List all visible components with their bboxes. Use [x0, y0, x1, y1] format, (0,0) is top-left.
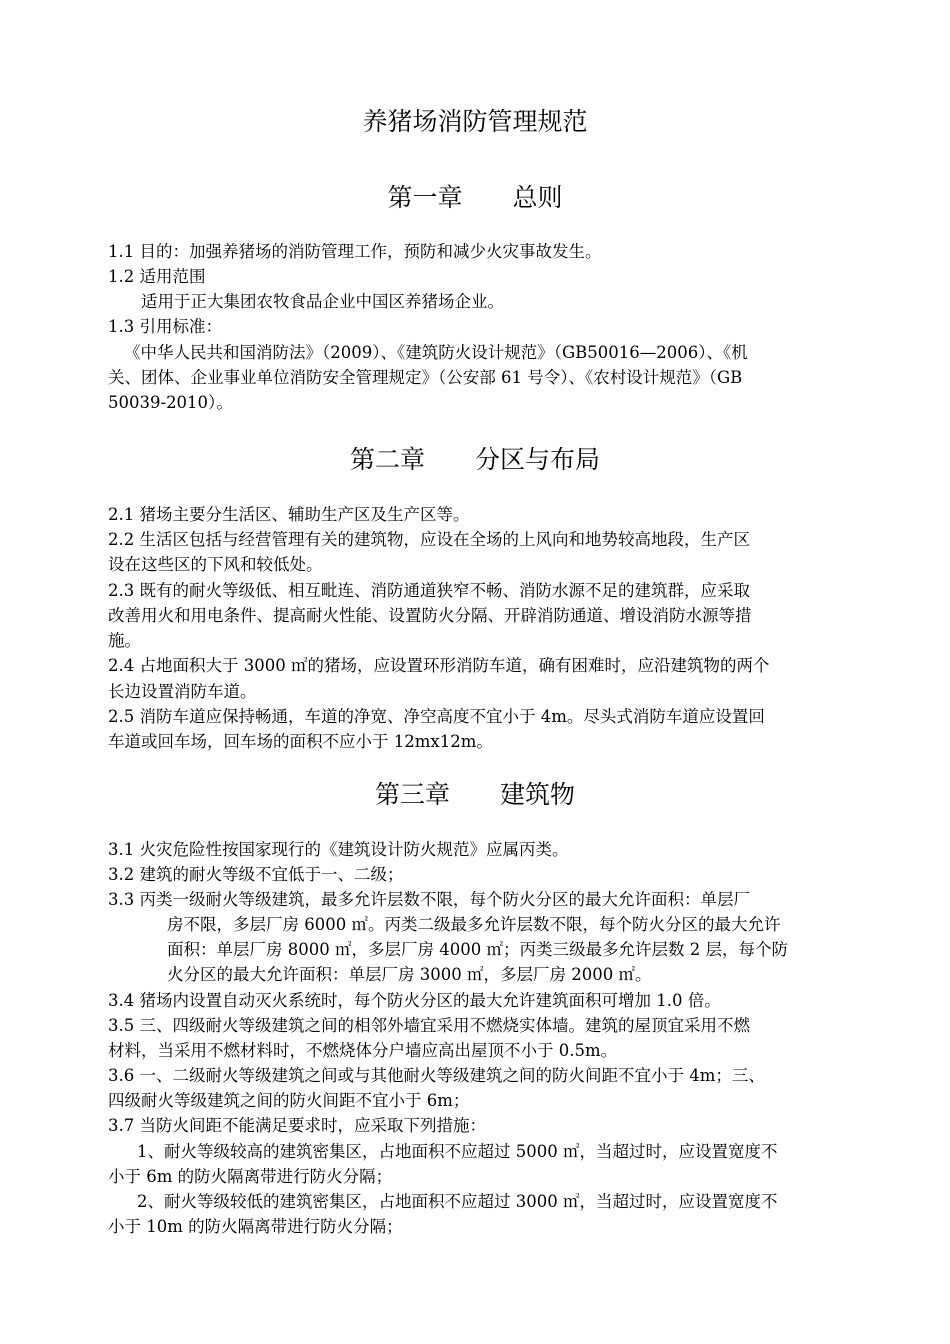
document-title: 养猪场消防管理规范	[362, 107, 588, 136]
paragraph-line: 1、耐火等级较高的建筑密集区，占地面积不应超过 5000 ㎡，当超过时，应设置宽度不	[137, 1142, 778, 1161]
chapter-number: 第三章	[374, 780, 450, 809]
chapter-name: 总则	[512, 183, 563, 212]
paragraph-line: 小于 10m 的防火隔离带进行防火分隔；	[108, 1217, 403, 1236]
paragraph-line: 50039-2010）。	[108, 393, 233, 412]
paragraph-line: 材料，当采用不燃材料时，不燃烧体分户墙应高出屋顶不小于 0.5m。	[108, 1041, 618, 1060]
paragraph-line: 1.3 引用标准：	[108, 317, 222, 336]
paragraph-line: 3.4 猪场内设置自动灭火系统时，每个防火分区的最大允许建筑面积可增加 1.0 倍。	[108, 991, 721, 1010]
paragraph-line: 火分区的最大允许面积：单层厂房 3000 ㎡，多层厂房 2000 ㎡。	[167, 965, 652, 984]
paragraph-line: 2.1 猪场主要分生活区、辅助生产区及生产区等。	[108, 505, 470, 524]
chapter-heading-2	[0, 445, 950, 475]
paragraph-line: 3.1 火灾危险性按国家现行的《建筑设计防火规范》应属丙类。	[108, 840, 569, 859]
paragraph-line: 房不限，多层厂房 6000 ㎡。丙类二级最多允许层数不限，每个防火分区的最大允许	[167, 915, 781, 934]
paragraph-line: 2.5 消防车道应保持畅通，车道的净宽、净空高度不宜小于 4m。尽头式消防车道应设置回	[108, 707, 765, 726]
paragraph-line: 1.2 适用范围	[108, 267, 206, 286]
paragraph-line: 3.2 建筑的耐火等级不宜低于一、二级；	[108, 865, 404, 884]
paragraph-line: 3.6 一、二级耐火等级建筑之间或与其他耐火等级建筑之间的防火间距不宜小于 4m；三、	[108, 1066, 765, 1085]
chapter-number: 第一章	[387, 183, 463, 212]
paragraph-line: 车道或回车场，回车场的面积不应小于 12mx12m。	[108, 732, 493, 751]
paragraph-line: 关、团体、企业事业单位消防安全管理规定》（公安部 61 号令）、《农村设计规范》（GB	[108, 368, 743, 387]
chapter-number: 第二章	[349, 445, 425, 474]
paragraph-line: 《中华人民共和国消防法》（2009）、《建筑防火设计规范》（GB50016—2006）、《机	[124, 343, 748, 362]
chapter-name: 建筑物	[500, 780, 576, 809]
paragraph-line: 3.7 当防火间距不能满足要求时，应采取下列措施：	[108, 1116, 486, 1135]
paragraph-line: 3.3 丙类一级耐火等级建筑，最多允许层数不限，每个防火分区的最大允许面积：单层厂	[108, 890, 750, 909]
paragraph-line: 2.3 既有的耐火等级低、相互毗连、消防通道狭窄不畅、消防水源不足的建筑群，应采取	[108, 581, 750, 600]
paragraph-line: 小于 6m 的防火隔离带进行防火分隔；	[108, 1167, 393, 1186]
paragraph-line: 2、耐火等级较低的建筑密集区，占地面积不应超过 3000 ㎡，当超过时，应设置宽度不	[137, 1192, 778, 1211]
paragraph-line: 1.1 目的：加强养猪场的消防管理工作，预防和减少火灾事故发生。	[108, 242, 602, 261]
paragraph-line: 施。	[108, 631, 141, 650]
paragraph-line: 设在这些区的下风和较低处。	[108, 555, 323, 574]
paragraph-line: 改善用火和用电条件、提高耐火性能、设置防火分隔、开辟消防通道、增设消防水源等措	[108, 606, 752, 625]
paragraph-line: 适用于正大集团农牧食品企业中国区养猪场企业。	[141, 292, 504, 311]
chapter-name: 分区与布局	[475, 445, 601, 474]
paragraph-line: 2.2 生活区包括与经营管理有关的建筑物，应设在全场的上风向和地势较高地段，生产区	[108, 530, 750, 549]
paragraph-line: 2.4 占地面积大于 3000 ㎡的猪场，应设置环形消防车道，确有困难时，应沿建筑物的两个	[108, 656, 770, 675]
paragraph-line: 长边设置消防车道。	[108, 682, 257, 701]
chapter-heading-3	[0, 780, 950, 810]
paragraph-line: 面积：单层厂房 8000 ㎡，多层厂房 4000 ㎡；丙类三级最多允许层数 2 层，每个防	[167, 940, 788, 959]
paragraph-line: 3.5 三、四级耐火等级建筑之间的相邻外墙宜采用不燃烧实体墙。建筑的屋顶宜采用不燃	[108, 1016, 750, 1035]
chapter-heading-1	[0, 183, 950, 213]
paragraph-line: 四级耐火等级建筑之间的防火间距不宜小于 6m；	[108, 1091, 470, 1110]
